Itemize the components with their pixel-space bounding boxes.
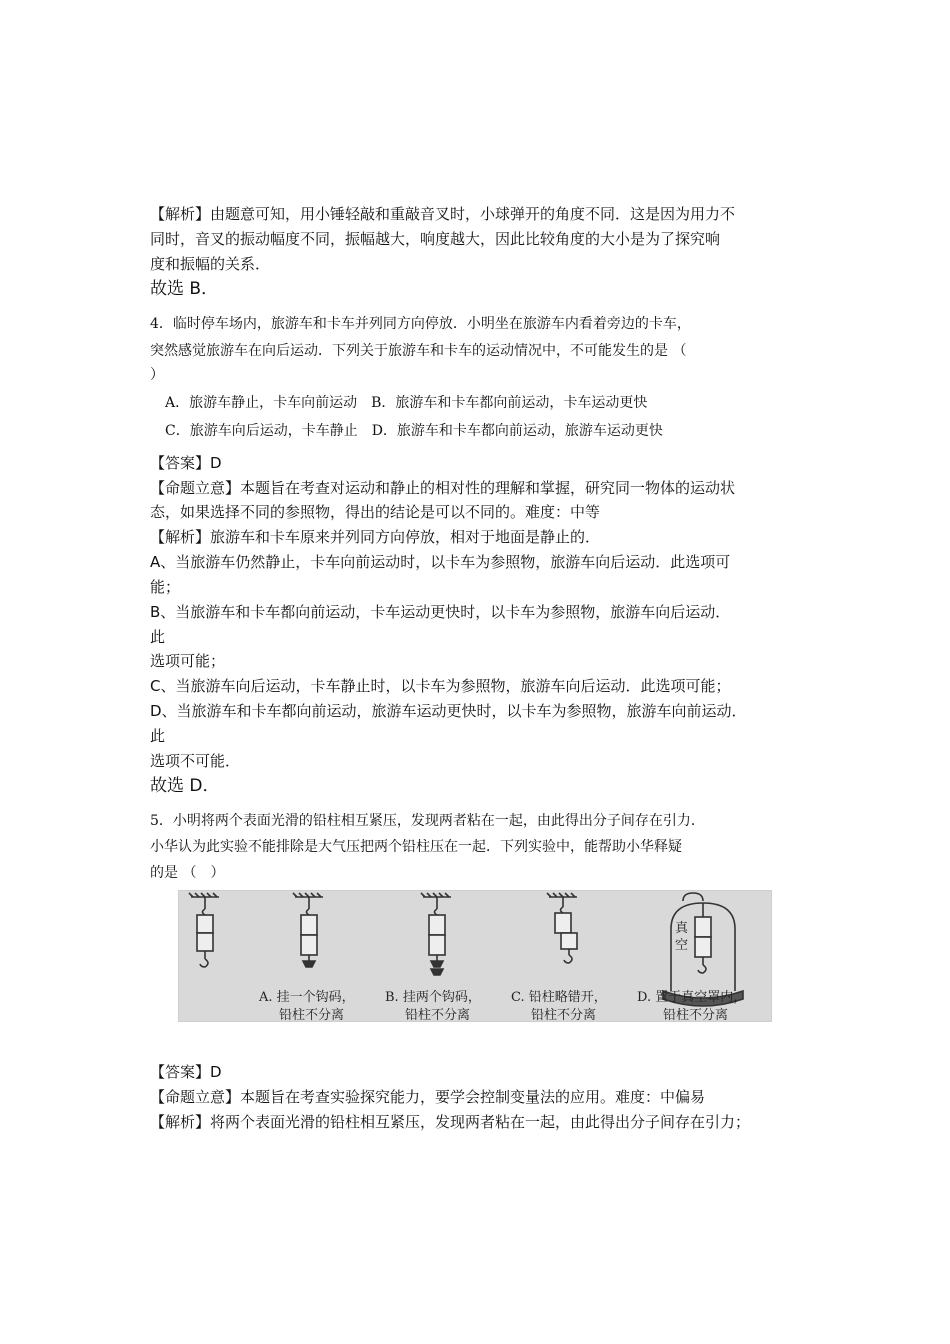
q4-analysis-line-8: D、当旅游车和卡车都向前运动，旅游车运动更快时，以卡车为参照物，旅游车向前运动． [150,702,747,720]
caption-d-line-1: D. 置于真空罩内， [637,990,747,1005]
prev-analysis-line-2: 同时，音叉的振动幅度不同，振幅越大，响度越大，因此比较角度的大小是为了探究响 [150,230,721,248]
q4-analysis-line-4: B、当旅游车和卡车都向前运动，卡车运动更快时，以卡车为参照物，旅游车向后运动． [150,603,731,621]
vacuum-label-1: 真 [675,921,689,936]
q5-stem-line-2: 小华认为此实验不能排除是大气压把两个铅柱压在一起．下列实验中，能帮助小华释疑 [150,839,682,855]
setup-a [189,893,219,967]
experiment-diagram [179,891,771,1021]
setup-d [547,893,577,963]
caption-a-line-1: A. 挂一个钩码， [259,990,355,1005]
q4-options-cd: C．旅游车向后运动，卡车静止 D．旅游车和卡车都向前运动，旅游车运动更快 [165,423,663,439]
prev-analysis-line-3: 度和振幅的关系． [150,255,271,273]
q4-analysis-line-3: 能； [150,578,181,596]
caption-a-line-2: 铅柱不分离 [279,1008,345,1021]
q4-analysis-line-2: A、当旅游车仍然静止，卡车向前运动时，以卡车为参照物，旅游车向后运动．此选项可 [150,553,731,571]
q4-analysis-line-9: 此 [150,727,166,745]
q4-answer: 【答案】D [150,454,222,472]
q4-stem-line-1: 4．临时停车场内，旅游车和卡车并列同方向停放．小明坐在旅游车内看着旁边的卡车， [150,316,691,332]
q5-stem-line-1: 5．小明将两个表面光滑的铅柱相互紧压，发现两者粘在一起，由此得出分子间存在引力． [150,813,705,829]
caption-b-line-2: 铅柱不分离 [405,1008,471,1021]
q4-options-ab: A．旅游车静止，卡车向前运动 B．旅游车和卡车都向前运动，卡车运动更快 [165,395,648,411]
setup-c [421,893,451,975]
q5-analysis-line-1: 【解析】将两个表面光滑的铅柱相互紧压，发现两者粘在一起，由此得出分子间存在引力； [150,1113,751,1131]
caption-b-line-1: B. 挂两个钩码， [385,990,481,1005]
q4-analysis-line-10: 选项不可能． [150,752,241,770]
q4-stem-line-2: 突然感觉旅游车在向后运动．下列关于旅游车和卡车的运动情况中，不可能发生的是 （ [150,343,687,359]
q4-analysis-line-6: 选项可能； [150,652,226,670]
caption-c-line-2: 铅柱不分离 [531,1008,597,1021]
caption-c-line-1: C. 铅柱略错开， [511,990,607,1005]
prev-analysis-line-1: 【解析】由题意可知，用小锤轻敲和重敲音叉时，小球弹开的角度不同．这是因为用力不 [150,205,736,223]
lead-cylinder-figure [178,890,772,1022]
q5-answer: 【答案】D [150,1063,222,1081]
q4-analysis-line-7: C、当旅游车向后运动，卡车静止时，以卡车为参照物，旅游车向后运动．此选项可能； [150,677,731,695]
q4-analysis-line-5: 此 [150,628,166,646]
q4-intent-line-1: 【命题立意】本题旨在考查对运动和静止的相对性的理解和掌握，研究同一物体的运动状 [150,479,736,497]
q4-intent-line-2: 态，如果选择不同的参照物，得出的结论是可以不同的。难度：中等 [150,503,601,521]
q4-choice: 故选 D． [150,776,220,796]
q5-stem-line-3: 的是 （ ） [150,865,225,881]
q4-stem-line-3: ） [150,367,164,383]
prev-choice: 故选 B． [150,279,219,299]
setup-b [293,893,323,967]
q4-analysis-line-1: 【解析】旅游车和卡车原来并列同方向停放，相对于地面是静止的． [150,528,601,546]
q5-intent: 【命题立意】本题旨在考查实验探究能力，要学会控制变量法的应用。难度：中偏易 [150,1088,706,1106]
caption-d-line-2: 铅柱不分离 [663,1008,729,1021]
vacuum-label-2: 空 [675,938,689,953]
